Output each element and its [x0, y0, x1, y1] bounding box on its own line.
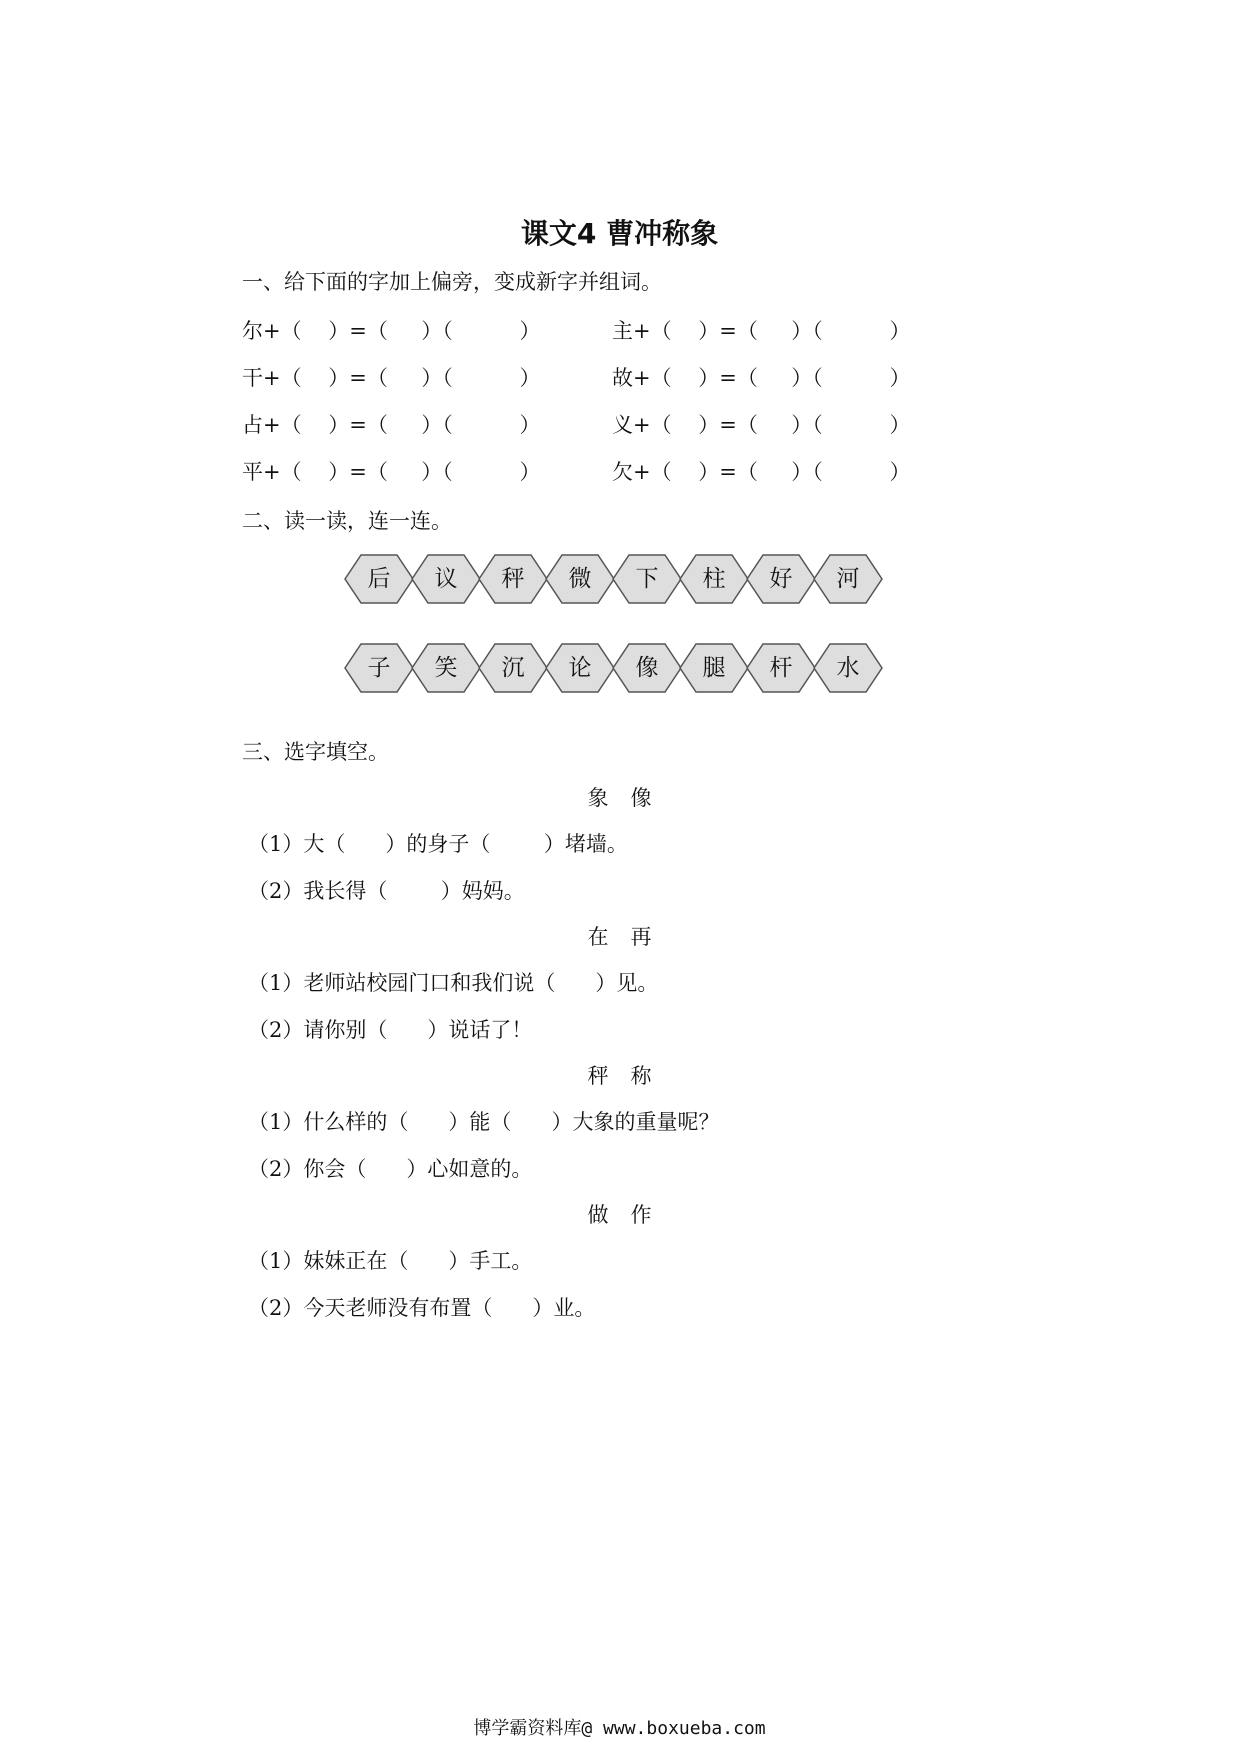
hex-char-top-6[interactable]: [679, 554, 749, 604]
hex-label: 像: [635, 655, 659, 681]
hex-label: 下: [635, 566, 659, 592]
radical-row-1-left: 尔+（ ）=（ ）（ ）: [242, 319, 541, 343]
choice-char: 称: [630, 1064, 652, 1088]
page-title: 课文4 曹冲称象: [520, 217, 719, 250]
section2-heading: 二、读一读，连一连。: [242, 509, 452, 533]
hex-char-bottom-7[interactable]: [746, 643, 816, 693]
hex-label: 腿: [702, 655, 726, 681]
hex-char-top-8[interactable]: [813, 554, 883, 604]
fill-item: （2）请你别（ ）说话了！: [248, 1018, 533, 1042]
hex-label: 沉: [501, 655, 525, 681]
fill-item: （1）老师站校园门口和我们说（ ）见。: [248, 971, 659, 995]
hex-char-top-1[interactable]: [344, 554, 414, 604]
fill-item: （2）我长得（ ）妈妈。: [248, 879, 525, 903]
radical-row-1-right: 主+（ ）=（ ）（ ）: [612, 319, 911, 343]
section3-heading: 三、选字填空。: [242, 740, 389, 764]
hex-char-top-7[interactable]: [746, 554, 816, 604]
hex-char-bottom-3[interactable]: [478, 643, 548, 693]
radical-row-4-left: 平+（ ）=（ ）（ ）: [242, 460, 541, 484]
fill-item: （1）大（ ）的身子（ ）堵墙。: [248, 832, 628, 856]
fill-item: （1）什么样的（ ）能（ ）大象的重量呢？: [248, 1110, 720, 1134]
hex-char-top-2[interactable]: [411, 554, 481, 604]
hex-char-bottom-4[interactable]: [545, 643, 615, 693]
section1-heading: 一、给下面的字加上偏旁，变成新字并组词。: [242, 270, 662, 294]
hex-label: 后: [367, 566, 391, 592]
hex-char-bottom-5[interactable]: [612, 643, 682, 693]
footer-watermark: 博学霸资料库@ www.boxueba.com: [473, 1718, 766, 1739]
hex-label: 柱: [702, 566, 726, 592]
radical-row-2-left: 干+（ ）=（ ）（ ）: [242, 366, 541, 390]
hex-char-bottom-1[interactable]: [344, 643, 414, 693]
hex-char-top-4[interactable]: [545, 554, 615, 604]
hex-label: 微: [568, 566, 592, 592]
choice-pair-1: [0, 782, 1239, 812]
hex-char-top-3[interactable]: [478, 554, 548, 604]
fill-item: （1）妹妹正在（ ）手工。: [248, 1249, 533, 1273]
choice-pair-2: [0, 921, 1239, 951]
hex-label: 子: [367, 655, 391, 681]
hex-label: 河: [836, 566, 860, 592]
choice-pair-3: [0, 1060, 1239, 1090]
hex-label: 水: [836, 655, 860, 681]
fill-item: （2）今天老师没有布置（ ）业。: [248, 1296, 596, 1320]
choice-char: 作: [630, 1203, 652, 1227]
hex-char-bottom-2[interactable]: [411, 643, 481, 693]
fill-item: （2）你会（ ）心如意的。: [248, 1157, 533, 1181]
choice-char: 在: [587, 925, 609, 949]
choice-char: 再: [630, 925, 652, 949]
radical-row-3-right: 义+（ ）=（ ）（ ）: [612, 413, 911, 437]
radical-row-4-right: 欠+（ ）=（ ）（ ）: [612, 460, 911, 484]
choice-char: 像: [630, 786, 652, 810]
hex-label: 秤: [501, 566, 525, 592]
hex-label: 好: [769, 566, 793, 592]
hex-label: 杆: [769, 655, 793, 681]
hex-label: 议: [434, 566, 458, 592]
hex-label: 笑: [434, 655, 458, 681]
radical-row-3-left: 占+（ ）=（ ）（ ）: [242, 413, 541, 437]
hex-label: 论: [568, 655, 592, 681]
radical-row-2-right: 故+（ ）=（ ）（ ）: [612, 366, 911, 390]
choice-char: 秤: [587, 1064, 609, 1088]
hex-char-top-5[interactable]: [612, 554, 682, 604]
hex-char-bottom-6[interactable]: [679, 643, 749, 693]
hex-char-bottom-8[interactable]: [813, 643, 883, 693]
choice-pair-4: [0, 1199, 1239, 1229]
choice-char: 象: [587, 786, 609, 810]
choice-char: 做: [587, 1203, 609, 1227]
